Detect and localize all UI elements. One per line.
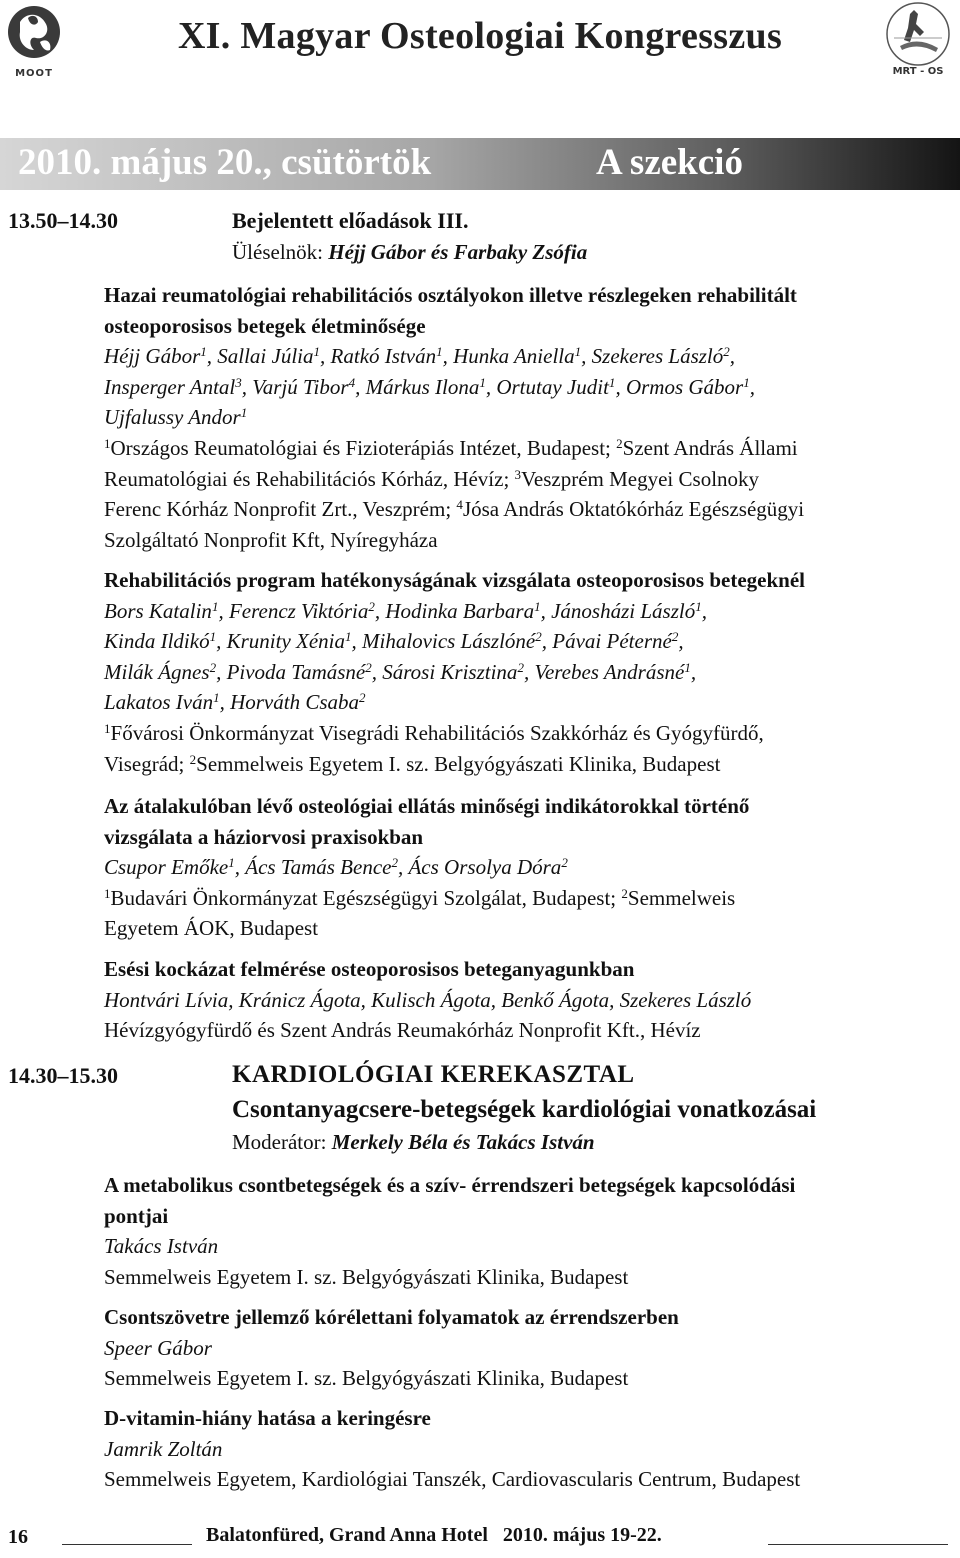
talk-affiliation [104,1363,956,1394]
author-name: , Szekeres László [581,344,724,369]
affiliation-marker: 1 [479,374,486,390]
author-name: , [749,374,755,399]
author-name: , Ferencz Viktória [218,598,369,623]
session1-title: Bejelentett előadások III. [232,208,469,233]
author-name: , [690,659,697,684]
talk-title: Hazai reumatológiai rehabilitációs osztályokon illetve részlegeken rehabilitált [104,283,797,307]
affiliation-text: Jósa András Oktatókórház Egészségügyi [462,497,805,522]
footer-rule [768,1544,948,1545]
talk-title: pontjai [104,1203,169,1228]
talk-authors [104,852,956,883]
session2-title: KARDIOLÓGIAI KEREKASZTAL [232,1061,635,1088]
author-name: Bors Katalin [104,598,212,623]
affiliation-marker: 1 [211,598,219,614]
author-name: , Sallai Júlia [206,344,314,369]
affiliation-marker: 2 [517,659,524,675]
affiliation-marker: 2 [616,435,623,451]
affiliation-text: Hévízgyógyfürdő és Szent András Reumakórház Nonprofit Kft., Hévíz [104,1018,701,1043]
section-name: A szekció [596,142,743,183]
talk-affiliation [104,718,956,749]
affiliation-marker: 1 [684,659,691,675]
talk-affiliation [104,1015,956,1046]
affiliation-text: Egyetem ÁOK, Budapest [104,916,319,941]
author-name: , Márkus Ilona [355,374,480,399]
author-name: Lakatos Iván [104,690,214,715]
author-name: , Krunity Xénia [216,629,345,654]
affiliation-text: Szent András Állami [622,435,798,460]
author-name: Takács István [104,1234,219,1259]
svg-text:MRT - OS: MRT - OS [892,66,944,77]
affiliation-text: Semmelweis Egyetem I. sz. Belgyógyászati Klinika, Budapest [104,1264,629,1289]
talk-title: Esési kockázat felmérése osteoporosisos beteganyagunkban [104,957,635,981]
talk-affiliation [104,1464,956,1495]
affiliation-text: Budavári Önkormányzat Egészségügyi Szolgálat, Budapest; [110,885,622,910]
talk-title: Rehabilitációs program hatékonyságának vizsgálata osteoporosisos betegeknél [104,568,805,592]
talk-affiliation [104,525,956,556]
affiliation-marker: 4 [456,497,463,512]
affiliation-marker: 2 [368,598,375,614]
affiliation-text: Veszprém Megyei Csolnoky [521,466,760,491]
talk-authors [104,1333,956,1364]
talk-authors [104,372,956,403]
footer-venue: Balatonfüred, Grand Anna Hotel 2010. május 19-22. [206,1524,662,1546]
affiliation-marker: 1 [104,435,111,451]
affiliation-marker: 3 [235,374,242,390]
affiliation-marker: 1 [608,374,616,390]
author-name: , Mihalovics Lászlóné [351,629,536,654]
author-name: Ujfalussy Andor [104,405,241,430]
affiliation-text: Semmelweis Egyetem I. sz. Belgyógyászati Klinika, Budapest [196,751,721,776]
affiliation-marker: 1 [200,344,207,360]
author-name: , Pávai Péterné [541,629,672,654]
author-name: Speer Gábor [104,1335,212,1360]
talk-authors [104,341,956,372]
affiliation-marker: 1 [574,344,582,360]
author-name: , Ortutay Judit [485,374,609,399]
author-name: , [701,598,707,623]
author-name: , Sárosi Krisztina [371,659,518,684]
affiliation-text: Semmelweis [627,885,736,910]
author-name: , [678,629,684,654]
talk-title: Csontszövetre jellemző kórélettani folyamatok az érrendszerben [104,1305,679,1329]
affiliation-marker: 2 [671,629,679,645]
page-footer [0,1518,960,1558]
affiliation-text: Országos Reumatológiai és Fizioterápiás Intézet, Budapest; [110,435,617,460]
page-title: XI. Magyar Osteologiai Kongresszus [177,15,783,57]
svg-text:MOOT: MOOT [15,68,53,79]
affiliation-marker: 2 [391,855,398,871]
affiliation-marker: 4 [348,374,356,390]
affiliation-marker: 2 [723,344,730,360]
author-name: , Pivoda Tamásné [216,659,366,684]
mrt-os-logo [880,2,956,78]
author-name: , Ratkó István [320,344,437,369]
session-date: 2010. május 20., csütörtök [18,142,432,183]
author-name: Kinda Ildikó [104,629,210,654]
author-name: , Ormos Gábor [615,374,744,399]
talk [104,1302,956,1394]
talk [104,280,956,555]
author-name: Csupor Emőke [104,855,229,880]
affiliation-marker: 1 [209,629,217,645]
talk-authors [104,1231,956,1262]
talk-affiliation [104,913,956,944]
footer-rule [62,1544,192,1545]
author-name: , Ács Tamás Bence [234,855,392,880]
author-name: , Ács Orsolya Dóra [397,855,562,880]
talk-affiliation [104,749,956,780]
affiliation-marker: 1 [228,855,235,871]
affiliation-marker: 2 [365,659,372,675]
talk-affiliation [104,433,956,464]
affiliation-marker: 2 [561,855,568,871]
talk-title: osteoporosisos betegek életminősége [104,313,426,338]
chair-names: Héjj Gábor és Farbaky Zsófia [328,240,588,264]
affiliation-text: Semmelweis Egyetem I. sz. Belgyógyászati Klinika, Budapest [104,1366,629,1391]
affiliation-marker: 1 [436,344,443,360]
session2-time: 14.30–15.30 [8,1063,118,1088]
affiliation-marker: 2 [189,751,197,767]
talk-title: Az átalakulóban lévő osteológiai ellátás minőségi indikátorokkal történő [104,794,750,818]
affiliation-marker: 1 [695,598,702,614]
date-bar [0,138,960,190]
talk-authors [104,657,956,688]
talk-authors [104,596,956,627]
author-name: Hontvári Lívia, Kránicz Ágota, Kulisch Ágota, Benkő Ágota, Szekeres László [104,987,752,1012]
talk [104,565,956,779]
talk [104,791,956,944]
talk-authors [104,985,956,1016]
talk-authors [104,687,956,718]
session1-chair: Üléselnök: Héjj Gábor és Farbaky Zsófia [232,240,588,264]
affiliation-marker: 1 [104,885,111,901]
talk [104,1403,956,1495]
moderator-names: Merkely Béla és Takács István [331,1130,595,1154]
author-name: , Verebes Andrásné [523,659,685,684]
author-name: , Hodinka Barbara [374,598,535,623]
author-name: Insperger Antal [104,374,236,399]
affiliation-text: Szolgáltató Nonprofit Kft, Nyíregyháza [104,527,438,552]
talk-affiliation [104,1262,956,1293]
affiliation-text: Visegrád; [104,751,190,776]
talk-title: D-vitamin-hiány hatása a keringésre [104,1406,431,1430]
author-name: Héjj Gábor [104,344,201,369]
author-name: , Varjú Tibor [241,374,349,399]
talk-authors [104,1434,956,1465]
talk-authors [104,402,956,433]
affiliation-marker: 1 [313,344,321,360]
affiliation-marker: 2 [359,690,366,706]
affiliation-marker: 2 [621,885,628,901]
talk-title: vizsgálata a háziorvosi praxisokban [104,824,424,849]
moot-logo [6,2,62,80]
affiliation-text: Ferenc Kórház Nonprofit Zrt., Veszprém; [104,497,457,522]
session2-moderator: Moderátor: Merkely Béla és Takács István [232,1130,595,1154]
author-name: Milák Ágnes [104,659,210,684]
affiliation-marker: 1 [104,720,111,736]
talk-affiliation [104,883,956,914]
talk [104,1170,956,1292]
page-number: 16 [8,1526,28,1548]
affiliation-marker: 2 [535,629,542,645]
affiliation-marker: 2 [209,659,217,675]
session2-subtitle: Csontanyagcsere-betegségek kardiológiai vonatkozásai [232,1096,817,1123]
talk-affiliation [104,494,956,525]
talk-affiliation [104,464,956,495]
session1-time: 13.50–14.30 [8,208,118,233]
author-name: , Horváth Csaba [219,690,360,715]
talk-authors [104,626,956,657]
affiliation-marker: 1 [743,374,750,390]
author-name: , Hunka Aniella [442,344,575,369]
affiliation-marker: 1 [345,629,352,645]
affiliation-text: Fővárosi Önkormányzat Visegrádi Rehabilitációs Szakkórház és Gyógyfürdő, [110,720,764,745]
talk-title: A metabolikus csontbetegségek és a szív- érrendszeri betegségek kapcsolódási [104,1173,796,1197]
author-name: Jamrik Zoltán [104,1436,223,1461]
talk [104,954,956,1046]
affiliation-marker: 1 [534,598,541,614]
affiliation-marker: 3 [514,466,522,482]
affiliation-marker: 1 [240,405,248,421]
affiliation-marker: 1 [213,690,220,706]
affiliation-text: Reumatológiai és Rehabilitációs Kórház, Hévíz; [104,466,515,491]
author-name: , [729,344,736,369]
author-name: , Jánosházi László [540,598,696,623]
affiliation-text: Semmelweis Egyetem, Kardiológiai Tanszék, Cardiovascularis Centrum, Budapest [104,1467,801,1492]
